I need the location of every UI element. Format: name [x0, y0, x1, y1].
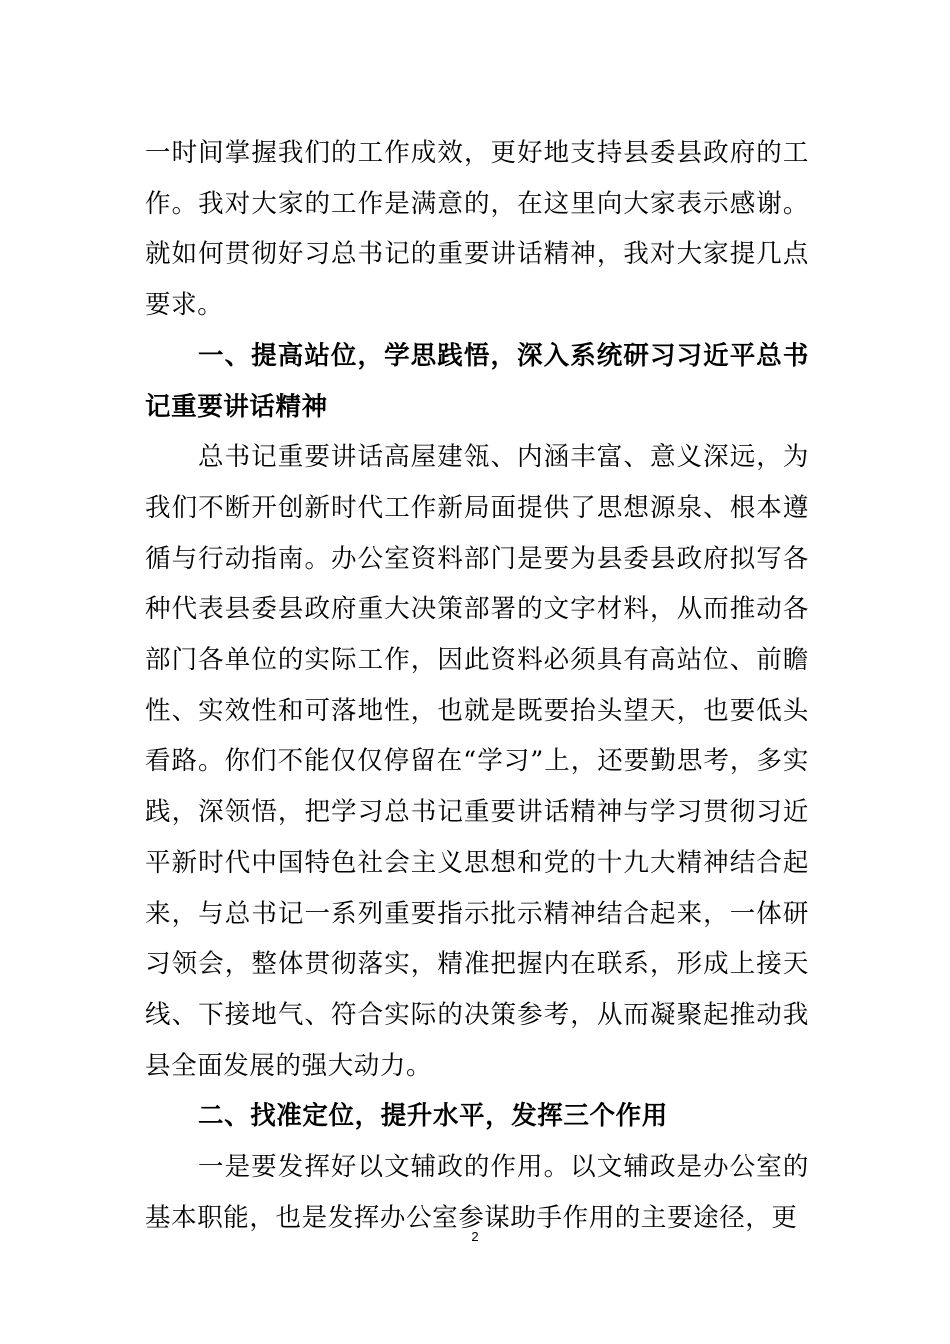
paragraph-section-1: 总书记重要讲话高屋建瓴、内涵丰富、意义深远，为我们不断开创新时代工作新局面提供了思想源泉、根本遵循与行动指南。办公室资料部门是要为县委县政府拟写各种代表县委县政府重大决策部署的文字材料，从而推动各部门各单位的实际工作，因此资料必须具有高站位、前瞻性、实效性和可落地性，也就是既要抬头望天，也要低头看路。你们不能仅仅停留在“学习”上，还要勤思考，多实践，深领悟，把学习总书记重要讲话精神与学习贯彻习近平新时代中国特色社会主义思想和党的十九大精神结合起来，与总书记一系列重要指示批示精神结合起来，一体研习领会，整体贯彻落实，精准把握内在联系，形成上接天线、下接地气、符合实际的决策参考，从而凝聚起推动我县全面发展的强大动力。 [145, 442, 809, 1081]
document-body [145, 128, 809, 1243]
page-number: 2 [471, 1229, 479, 1244]
section-heading-2: 二、找准定位，提升水平，发挥三个作用 [198, 1101, 668, 1132]
paragraph-section-2: 一是要发挥好以文辅政的作用。以文辅政是办公室的基本职能，也是发挥办公室参谋助手作用的主要途径，更 [145, 1152, 809, 1233]
section-heading-1: 一、提高站位，学思践悟，深入系统研习习近平总书记重要讲话精神 [145, 340, 809, 422]
paragraph-intro: 一时间掌握我们的工作成效，更好地支持县委县政府的工作。我对大家的工作是满意的，在这里向大家表示感谢。就如何贯彻好习总书记的重要讲话精神，我对大家提几点要求。 [145, 138, 809, 321]
